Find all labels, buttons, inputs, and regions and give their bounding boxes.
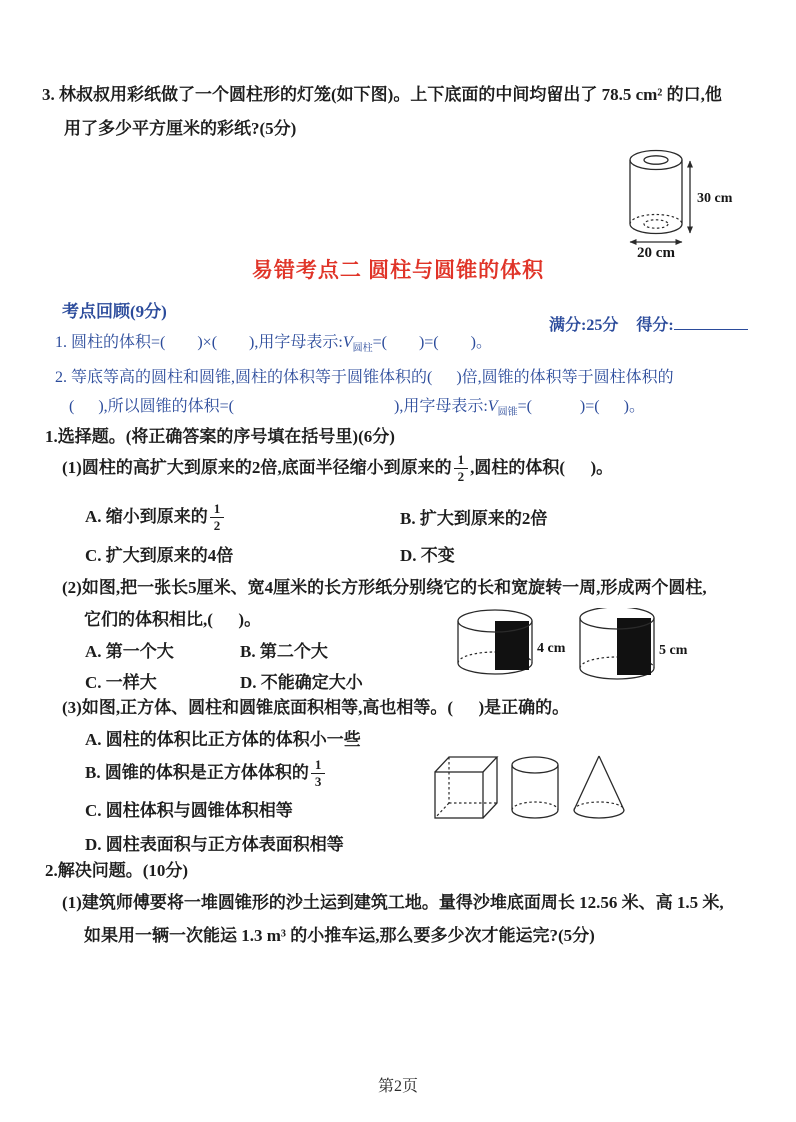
score-blank (674, 315, 748, 330)
choice-q2-line1: (2)如图,把一张长5厘米、宽4厘米的长方形纸分别绕它的长和宽旋转一周,形成两个圆柱, (62, 578, 707, 597)
fraction-denominator: 3 (314, 773, 322, 789)
lantern-cylinder-figure (620, 146, 748, 260)
choice-q3-option-c: C. 圆柱体积与圆锥体积相等 (85, 801, 293, 820)
fraction-numerator: 1 (454, 453, 469, 469)
cylinder-5cm-label: 5 cm (659, 643, 688, 658)
choice-q2-option-b: B. 第二个大 (240, 642, 328, 661)
choice-q1-option-a (85, 499, 226, 535)
fraction-denominator: 2 (457, 468, 465, 484)
fraction-one-third (311, 758, 326, 788)
v-cone-symbol (487, 398, 518, 419)
top-hole (644, 156, 668, 164)
cylinder-5cm (580, 608, 654, 679)
option-b-text: B. 圆锥的体积是正方体体积的 (85, 762, 309, 782)
review-items (55, 328, 674, 427)
review-item-2-line2 (69, 392, 674, 427)
choice-q1-pre: (1)圆柱的高扩大到原来的2倍,底面半径缩小到原来的 (62, 457, 452, 477)
v-cylinder-symbol (342, 334, 373, 355)
fraction-numerator: 1 (311, 758, 326, 774)
cylinder-4cm (458, 610, 532, 674)
choice-q3-option-b (85, 753, 327, 793)
choice-q1-option-b: B. 扩大到原来的2倍 (400, 509, 548, 528)
section-title: 易错考点二 圆柱与圆锥的体积 (251, 258, 545, 282)
question-3-line1: 3. 林叔叔用彩纸做了一个圆柱形的灯笼(如下图)。上下底面的中间均留出了 78.5 cm² 的口,他 (42, 85, 722, 104)
solve-heading: 2.解决问题。(10分) (45, 861, 189, 880)
question-3-line2: 用了多少平方厘米的彩纸?(5分) (64, 118, 297, 138)
cylinder-figure (512, 757, 558, 818)
fraction-one-half (210, 502, 225, 532)
choice-q2-line2: 它们的体积相比,( )。 (84, 610, 262, 629)
choice-heading: 1.选择题。(将正确答案的序号填在括号里)(6分) (45, 427, 395, 446)
v-letter: V (342, 334, 353, 351)
fraction-numerator: 1 (210, 502, 225, 518)
cylinder-body (630, 151, 682, 234)
review-heading: 考点回顾(9分) (62, 302, 167, 321)
choice-q2-option-a: A. 第一个大 (85, 642, 174, 661)
choice-q1-option-c: C. 扩大到原来的4倍 (85, 546, 234, 565)
review-item-2-post: =( )=( )。 (517, 398, 645, 416)
diameter-label: 20 cm (637, 245, 675, 260)
height-label: 30 cm (697, 191, 733, 206)
fraction-denominator: 2 (213, 517, 221, 533)
bottom-hole (644, 220, 668, 228)
shaded-rectangle (617, 618, 651, 675)
choice-q2-option-d: D. 不能确定大小 (240, 673, 363, 692)
solve-q1-line1: (1)建筑师傅要将一堆圆锥形的沙土运到建筑工地。量得沙堆底面周长 12.56 米、高 1.5 米, (62, 893, 724, 912)
review-item-1-pre: 1. 圆柱的体积=( )×( ),用字母表示: (55, 334, 343, 351)
option-a-text: A. 缩小到原来的 (85, 506, 208, 526)
choice-q2-option-c: C. 一样大 (85, 673, 157, 692)
review-item-2-pre: ( ),所以圆锥的体积=( ),用字母表示: (69, 398, 488, 416)
v-subscript: 圆柱 (352, 343, 373, 355)
cone-figure (574, 756, 624, 818)
solve-q1-line2: 如果用一辆一次能运 1.3 m³ 的小推车运,那么要多少次才能运完?(5分) (84, 926, 595, 945)
review-item-1-post: =( )=( )。 (372, 334, 492, 351)
v-subscript: 圆锥 (497, 407, 518, 419)
review-item-1 (55, 328, 674, 363)
solids-figure (433, 748, 633, 826)
choice-q3-option-d: D. 圆柱表面积与正方体表面积相等 (85, 835, 344, 854)
choice-q1-post: ,圆柱的体积( )。 (470, 457, 614, 477)
full-score-label: 满分:25分 (549, 316, 619, 334)
choice-q3-option-a: A. 圆柱的体积比正方体的体积小一些 (85, 730, 361, 749)
v-letter: V (487, 398, 498, 416)
score-label: 得分: (636, 316, 674, 334)
choice-q1-stem (62, 448, 613, 488)
review-item-2-line1: 2. 等底等高的圆柱和圆锥,圆柱的体积等于圆锥体积的( )倍,圆锥的体积等于圆柱体积的 (55, 369, 674, 387)
page-number: 第2页 (377, 1078, 418, 1095)
cylinder-4cm-label: 4 cm (537, 641, 566, 656)
choice-q1-option-d: D. 不变 (400, 546, 455, 565)
fraction-one-half (454, 453, 469, 483)
rotated-cylinders-figure (455, 608, 705, 692)
choice-q3-line1: (3)如图,正方体、圆柱和圆锥底面积相等,高也相等。( )是正确的。 (62, 698, 570, 717)
cube-figure (435, 757, 497, 818)
question-3 (42, 84, 722, 141)
